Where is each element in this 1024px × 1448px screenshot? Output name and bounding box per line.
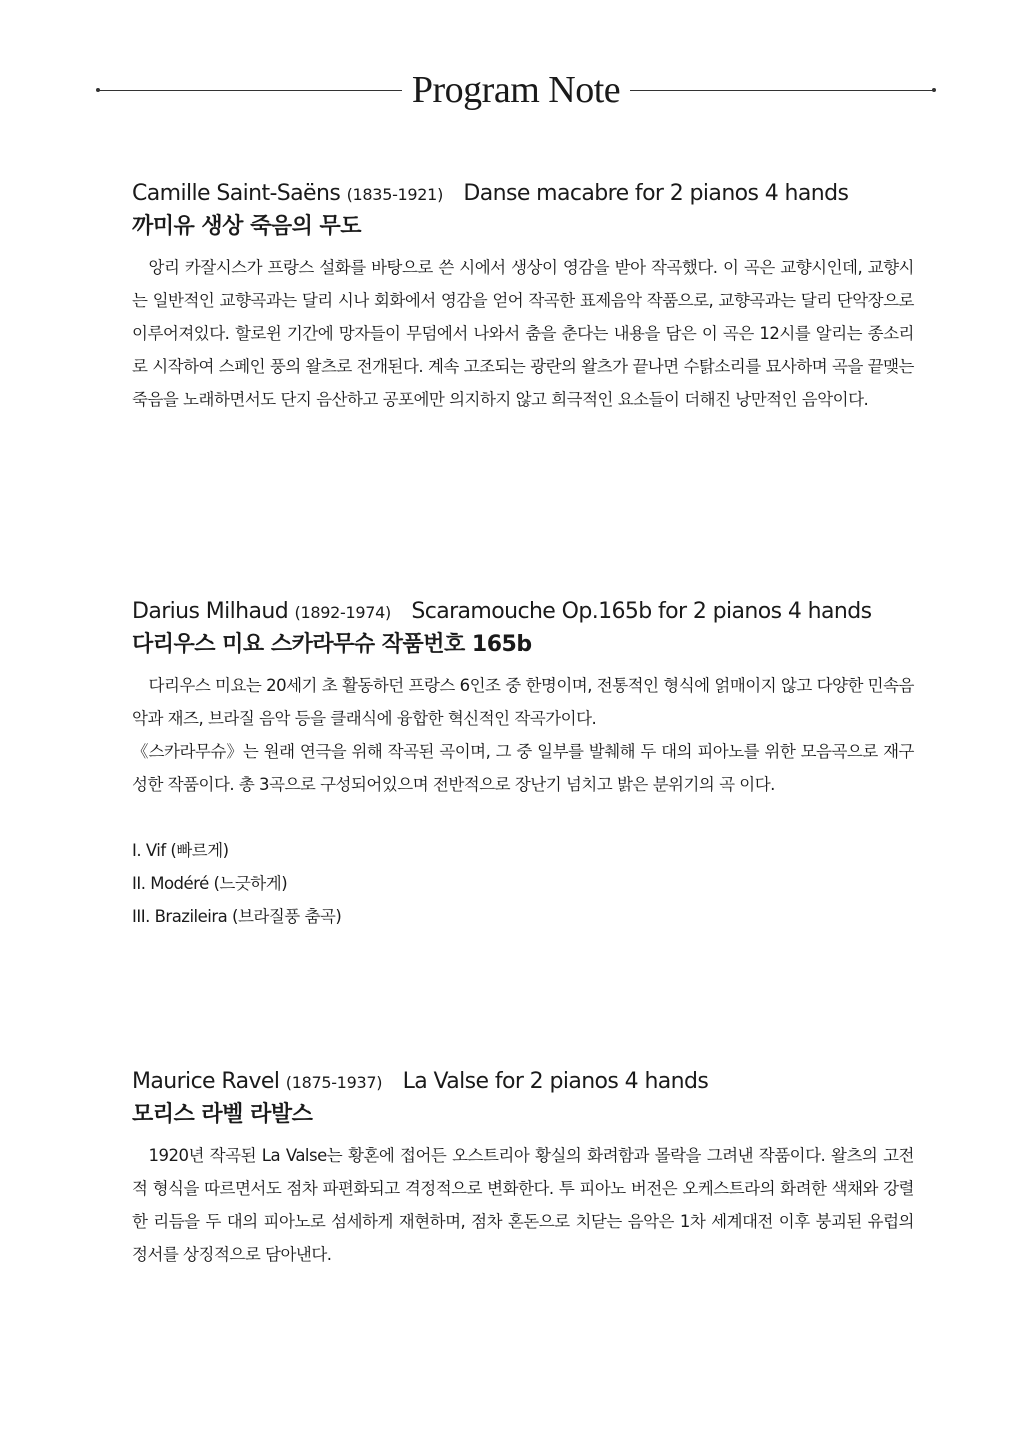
piece-milhaud xyxy=(132,596,914,933)
korean-title: 다리우스 미요 스카라무슈 작품번호 165b xyxy=(132,632,532,657)
piece-saint-saens xyxy=(132,178,914,416)
page-title: Program Note xyxy=(411,69,621,111)
program-note-paragraph: 앙리 카잘시스가 프랑스 설화를 바탕으로 쓴 시에서 생상이 영감을 받아 작곡했다. 이 곡은 교향시인데, 교향시는 일반적인 교향곡과는 달리 시나 회화에서 영감을 얻어 작곡한 표제음악 작품으로, 교향곡과는 달리 단악장으로 이루어져있다. 할로윈 기간에 망자들이 무덤에서 나와서 춤을 춘다는 내용을 담은 이 곡은 12시를 알리는 종소리로 시작하여 스페인 풍의 왈츠로 전개된다. 계속 고조되는 광란의 왈츠가 끝나면 수탉소리를 묘사하며 곡을 끝맺는 죽음을 노래하면서도 단지 음산하고 공포에만 의지하지 않고 희극적인 요소들이 더해진 낭만적인 음악이다. xyxy=(132,258,914,409)
korean-title: 모리스 라벨 라발스 xyxy=(132,1102,313,1127)
movement-item: II. Modéré (느긋하게) xyxy=(132,874,288,893)
composer-name: Darius Milhaud xyxy=(132,599,289,624)
movement-list xyxy=(132,834,914,933)
movement-item: I. Vif (빠르게) xyxy=(132,841,229,860)
program-note-paragraph: 1920년 작곡된 La Valse는 황혼에 접어든 오스트리아 황실의 화려함과 몰락을 그려낸 작품이다. 왈츠의 고전적 형식을 따르면서도 점차 파편화되고 격정적으로 변화한다. 투 피아노 버전은 오케스트라의 화려한 색채와 강렬한 리듬을 두 대의 피아노로 섬세하게 재현하며, 점차 혼돈으로 치닫는 음악은 1차 세계대전 이후 붕괴된 유럽의 정서를 상징적으로 담아낸다. xyxy=(132,1146,914,1264)
composer-name: Camille Saint-Saëns xyxy=(132,181,341,206)
program-note-paragraph: 《스카라무슈》는 원래 연극을 위해 작곡된 곡이며, 그 중 일부를 발췌해 두 대의 피아노를 위한 모음곡으로 재구성한 작품이다. 총 3곡으로 구성되어있으며 전반적으로 장난기 넘치고 밝은 분위기의 곡 이다. xyxy=(132,742,914,794)
piece-title xyxy=(132,596,914,629)
movement-item: III. Brazileira (브라질풍 춤곡) xyxy=(132,907,342,926)
piece-ravel xyxy=(132,1066,914,1271)
program-note-paragraph: 다리우스 미요는 20세기 초 활동하던 프랑스 6인조 중 한명이며, 전통적인 형식에 얽매이지 않고 다양한 민속음악과 재즈, 브라질 음악 등을 클래식에 융합한 혁신적인 작곡가이다. xyxy=(132,676,914,728)
composer-years: (1835-1921) xyxy=(346,185,444,204)
work-title: Danse macabre for 2 pianos 4 hands xyxy=(463,181,849,206)
composer-years: (1875-1937) xyxy=(285,1073,383,1092)
page-header xyxy=(98,60,934,120)
header-rule-left xyxy=(98,90,402,91)
composer-name: Maurice Ravel xyxy=(132,1069,280,1094)
header-rule-right xyxy=(630,90,934,91)
korean-title: 까미유 생상 죽음의 무도 xyxy=(132,214,361,239)
work-title: La Valse for 2 pianos 4 hands xyxy=(402,1069,709,1094)
piece-title xyxy=(132,1066,914,1099)
composer-years: (1892-1974) xyxy=(294,603,391,622)
work-title: Scaramouche Op.165b for 2 pianos 4 hands xyxy=(411,599,872,624)
piece-title xyxy=(132,178,914,211)
